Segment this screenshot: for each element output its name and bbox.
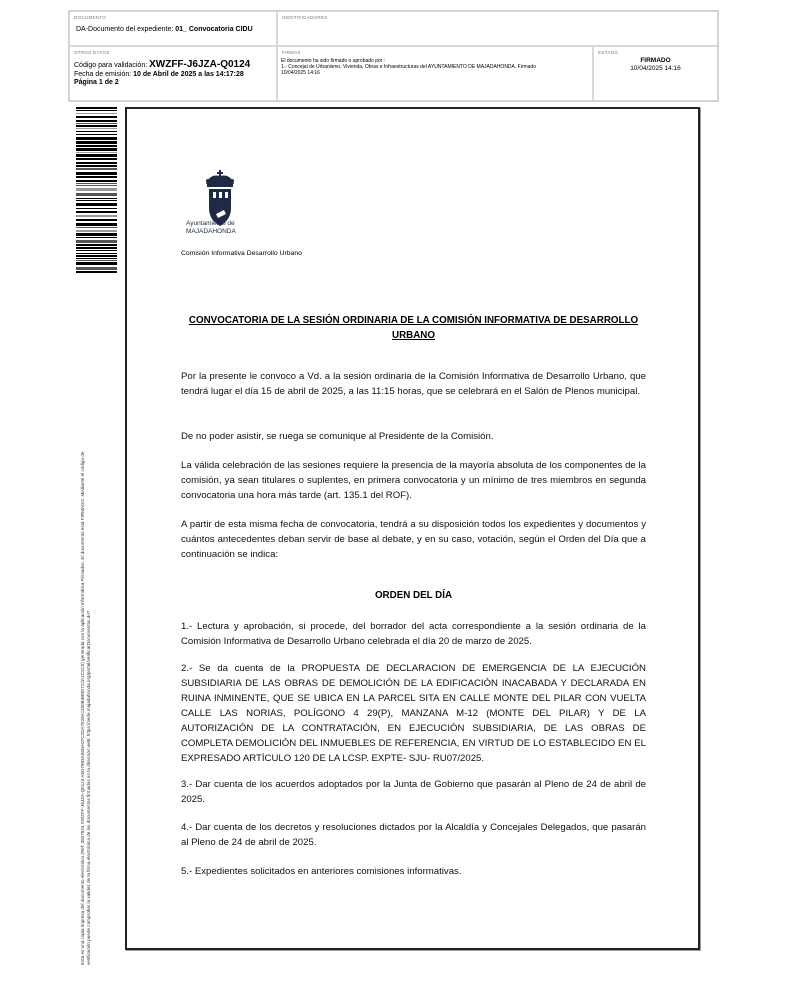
barcode-bar — [76, 131, 117, 132]
agenda-title: ORDEN DEL DÍA — [374, 590, 453, 601]
barcode-bar — [76, 198, 117, 199]
documento-name: 01_ Convocatoria CIDU — [175, 26, 253, 33]
barcode-bar — [76, 113, 117, 114]
barcode-bar — [76, 230, 117, 232]
barcode-bar — [76, 120, 117, 122]
validation-code-prefix: Código para validación: — [74, 62, 150, 69]
issue-date-prefix: Fecha de emisión: — [74, 70, 134, 78]
barcode-bar — [76, 188, 117, 191]
barcode-bar — [76, 233, 117, 236]
paragraph-1: Por la presente le convoco a Vd. a la sesión ordinaria de la Comisión Informativa de Desarrollo Urbano, que tendrá lugar el día 15 de abril de 2025, a las 11:15 horas, que se celebrará en el Salón de Plenos municipal. — [181, 371, 646, 397]
issue-date: 10 de Abril de 2025 a las 14:17:28 — [133, 70, 244, 78]
barcode-bar — [76, 176, 117, 178]
barcode-bar — [76, 240, 117, 243]
barcode-bar — [76, 258, 117, 259]
barcode-bar — [76, 211, 117, 213]
agenda-item-4: 4.- Dar cuenta de los decretos y resoluciones dictados por la Alcaldía y Concejales Delegados, que pasarán al Pleno de 24 de abril de 2025. — [181, 822, 646, 848]
status-date: 10/04/2025 14:16 — [630, 65, 681, 72]
firmas-cell — [277, 46, 593, 101]
status-badge: FIRMADO — [640, 57, 671, 64]
barcode-bar — [76, 267, 117, 270]
firmas-line-1: El documento ha sido firmado o aprobado por : — [281, 58, 386, 64]
agenda-item-5: 5.- Expedientes solicitados en anteriores comisiones informativas. — [181, 866, 462, 877]
logo-line-2: MAJADAHONDA — [186, 227, 236, 235]
barcode-bar — [76, 253, 117, 254]
document-metadata-header — [68, 10, 719, 102]
barcode-bar — [76, 168, 117, 170]
barcode-bar — [76, 203, 117, 206]
otros-datos-cell — [69, 46, 277, 101]
documento-prefix: DA-Documento del expediente: — [76, 26, 176, 33]
department-name: Comisión Informativa Desarrollo Urbano — [181, 250, 302, 257]
page-number: Página 1 de 2 — [74, 79, 119, 86]
barcode-bar — [76, 165, 117, 167]
barcode-bar — [76, 141, 117, 144]
barcode-bar — [76, 152, 117, 153]
barcode-bar — [76, 208, 117, 209]
barcode-bar — [76, 134, 117, 135]
barcode-bar — [76, 110, 117, 111]
barcode-bar — [76, 123, 117, 124]
barcode-bar — [76, 237, 117, 238]
barcode-bar — [76, 271, 117, 273]
barcode-image — [76, 107, 117, 277]
issue-date-line — [74, 71, 250, 80]
barcode-bar — [76, 148, 117, 151]
barcode-bar — [76, 125, 117, 127]
validation-code-line — [74, 61, 250, 71]
barcode-bar — [76, 145, 117, 147]
barcode-bar — [76, 137, 117, 140]
estado-cell — [593, 46, 718, 101]
identificadores-cell — [277, 11, 718, 46]
barcode-bar — [76, 193, 117, 196]
estado-label: ESTADO — [598, 50, 618, 55]
barcode-bar — [76, 172, 117, 175]
barcode-bar — [76, 183, 117, 184]
barcode-bar — [76, 244, 117, 246]
barcode-bar — [76, 162, 117, 164]
barcode-bar — [76, 116, 117, 118]
firmas-line-3: 10/04/2025 14:16 — [281, 70, 320, 76]
otros-datos-label: OTROS DATOS — [74, 50, 110, 55]
identificadores-label: IDENTIFICADORES — [282, 15, 328, 20]
documento-value — [76, 25, 253, 35]
agenda-item-1: 1.- Lectura y aprobación, si procede, del borrador del acta correspondiente a la sesión ordinaria de la Comisión Informativa de Desarrollo Urbano celebrada el día 20 de marzo de 2025. — [181, 621, 646, 647]
barcode-bar — [76, 158, 117, 160]
logo-line-1: Ayuntamiento de — [186, 220, 235, 227]
barcode-bar — [76, 247, 117, 249]
document-title: CONVOCATORIA DE LA SESIÓN ORDINARIA DE LA COMISIÓN INFORMATIVA DE DESARROLLO URBANO — [188, 315, 639, 341]
side-text-line-2: verificación puede comprobar la validez de la firma electrónica de los documentos firmados en la dirección web: https://sede.majadahonda.org/portal/verificarDocumentos.do? — [86, 610, 92, 965]
barcode-bar — [76, 200, 117, 201]
barcode-bar — [76, 223, 117, 226]
barcode-bar — [76, 262, 117, 265]
logo-wordmark — [186, 220, 236, 235]
documento-cell — [69, 11, 277, 46]
barcode-bar — [76, 255, 117, 257]
firmas-line-2: 1.- Concejal de Urbanismo, Vivienda, Obras e Infraestructuras del AYUNTAMIENTO DE MAJADAHONDA. Firmado — [281, 64, 536, 70]
barcode-bar — [76, 227, 117, 228]
agenda-item-2: 2.- Se da cuenta de la PROPUESTA DE DECLARACION DE EMERGENCIA DE LA EJECUCIÓN SUBSIDIARIA DE LAS OBRAS DE DEMOLICIÓN DE LA EDIFICACIÓN INACABADA Y DECLARADA EN RUINA INMINENTE, QUE SE UBICA EN LA PARCEL SITA EN CALLE MONTE DEL PILAR CON VUELTA CALLE LAS NORIAS, POLÍGONO 4 29(P), MANZANA M-12 (MONTE DEL PILAR) Y DE LA AUTORIZACIÓN DE LA CONTRATACIÓN, EN EJECUCIÓN SUBSIDIARIA, DE LAS OBRAS DE COMPLETA DEMOLICIÓN DEL INMUEBLES DE REFERENCIA, EN VIRTUD DE LO ESTABLECIDO EN EL EXPRESADO ARTÍCULO 120 DE LA LCSP. EXPTE- SJU- RU07/2025. — [181, 663, 646, 764]
barcode-bar — [76, 219, 117, 221]
paragraph-2: De no poder asistir, se ruega se comunique al Presidente de la Comisión. — [181, 431, 494, 442]
validation-code: XWZFF-J6JZA-Q0124 — [149, 59, 251, 70]
paragraph-3: La válida celebración de las sesiones requiere la presencia de la mayoría absoluta de los componentes de la comisión, ya sean titulares o suplentes, en primera convocatoria y un mínimo de tres miembros en segunda convocatoria una hora más tarde (art. 135.1 del ROF). — [181, 460, 646, 501]
paragraph-4: A partir de esta misma fecha de convocatoria, tendrá a su disposición todos los expedientes y documentos y cuántos antecedentes deban servir de base al debate, y en su caso, votación, según el Orden del Día que a continuación se indica: — [181, 519, 646, 560]
barcode-bar — [76, 128, 117, 129]
barcode-bar — [76, 180, 117, 182]
barcode-bar — [76, 260, 117, 261]
side-text-line-1: Esta es una copia impresa del documento electrónico (Ref: 3507824 XWZFF-J6JZA-Q0124 A5D7983A58DA07C2DA7528A1150B3B8D712A1C1C5) generada con la aplicación informática Firmadoc. El documento está FIRMADO. Mediante el código de — [80, 451, 85, 965]
barcode-bar — [76, 154, 117, 157]
barcode-bar — [76, 107, 117, 109]
barcode-bar — [76, 185, 117, 186]
barcode-bar — [76, 250, 117, 251]
agenda-item-3: 3.- Dar cuenta de los acuerdos adoptados por la Junta de Gobierno que pasarán al Pleno de 24 de abril de 2025. — [181, 779, 646, 805]
documento-label: DOCUMENTO — [74, 15, 107, 20]
firmas-label: FIRMAS — [282, 50, 301, 55]
barcode-bar — [76, 215, 117, 217]
verification-side-text — [80, 305, 92, 965]
